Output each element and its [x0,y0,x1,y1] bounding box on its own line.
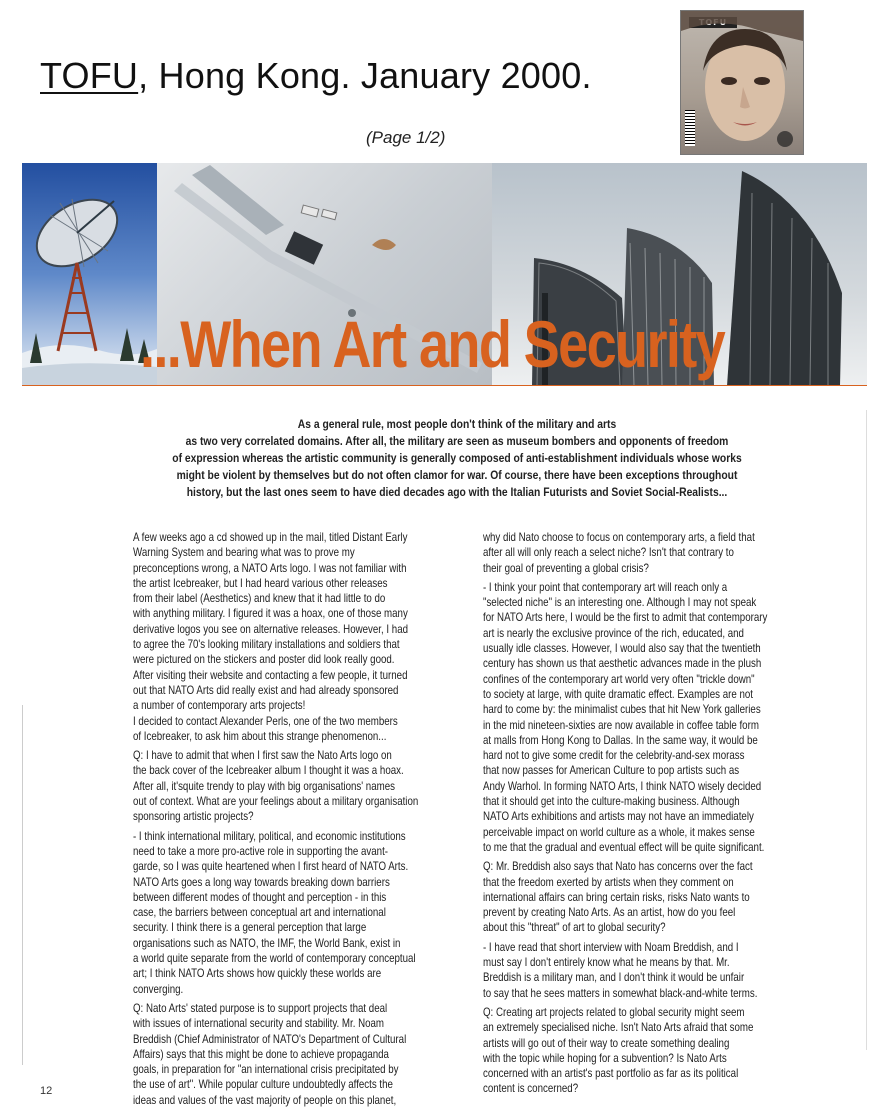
article-text-line: artists will go out of their way to create something dealing [483,1035,730,1050]
article-text-line: at malls from Hong Kong to Dallas. In the same way, it would be [483,732,758,747]
article-text-line: usually idle classes. However, I would also say that the twentieth [483,641,761,656]
article-text-line: after all will only reach a select niche? Isn't that contrary to [483,545,734,560]
article-text-line: the use of art". While popular culture undoubtedly affects the [133,1077,393,1092]
article-text-line: converging. [133,981,184,996]
article-text-line: to me that the gradual and eventual effect will be quite significant. [483,839,765,854]
article-text-line: for NATO Arts here, I would be the first to admit that contemporary [483,610,768,625]
article-text-line: concerned with an artist's past portfolio as far as its political [483,1066,739,1081]
article-text-line: Q: I have to admit that when I first saw the Nato Arts logo on [133,748,392,763]
article-text-line: organisations such as NATO, the IMF, the World Bank, exist in [133,935,401,950]
article-text-line: security. I think there is a general perception that large [133,920,367,935]
tofu-link[interactable]: TOFU [40,55,139,96]
article-text-line: sponsoring artistic projects? [133,809,254,824]
article-text-line: the back cover of the Icebreaker album I thought it was a hoax. [133,763,404,778]
article-text-line: derivative logos you see on alternative releases. However, I had [133,621,409,636]
article-text-line: art is nearly the exclusive province of the rich, educated, and [483,625,744,640]
article-text-line: NATO Arts goes a long way towards breaking down barriers [133,874,390,889]
article-text-line: why did Nato choose to focus on contemporary arts, a field that [483,530,755,544]
article-text-line: Q: Creating art projects related to global security might seem [483,1004,745,1019]
article-text-line: of Icebreaker, to ask him about this strange phenomenon... [133,728,387,743]
article-text-line: - I think international military, political, and economic institutions [133,828,406,843]
article-text-line: were pictured on the stickers and poster did look really good. [133,652,395,667]
article-text-line: I decided to contact Alexander Perls, one of the two members [133,713,398,728]
article-text-line: with the topic while hoping for a subvention? Is Nato Arts [483,1050,727,1065]
article-text-line: to agree the 70's looking military installations and soldiers that [133,637,400,652]
satellite-dish-icon [25,186,129,351]
article-text-line: content is concerned? [483,1081,579,1096]
title-rest: , Hong Kong. January 2000. [138,55,592,96]
article-text-line: between different modes of thought and perception - in this [133,889,387,904]
article-text-line: about this "threat" of art to global security? [483,920,666,935]
article-text-line: prevent by creating Nato Arts. As an artist, how do you feel [483,905,736,920]
article-text-line: Affairs) says that this might be done to achieve propaganda [133,1046,389,1061]
article-text-line: a number of contemporary arts projects! [133,698,306,713]
article-text-line: A few weeks ago a cd showed up in the mail, titled Distant Early [133,530,408,544]
intro-line: As a general rule, most people don't think of the military and arts [297,417,617,431]
page-number: 12 [40,1085,53,1097]
article-text-line: Andy Warhol. In forming NATO Arts, I think NATO wisely decided [483,778,762,793]
page-title [40,55,592,97]
article-text-line: international affairs can bring certain risks, risks Nato wants to [483,889,750,904]
article-text-line: After all, it'squite trendy to play with big organisations' names [133,778,395,793]
intro-line: of expression whereas the artistic community is generally composed of anti-establishment individuals whose works [172,451,742,465]
article-text-line: from their label (Aesthetics) and knew that it had little to do [133,591,386,606]
article-text-line: "selected niche" is an interesting one. Although I may not speak [483,595,757,610]
article-text-line: hard to come by: the minimalist cubes that hit New York galleries [483,702,761,717]
article-text-line: that it should get into the culture-making business. Although [483,794,740,809]
intro-line: history, but the last ones seem to have died decades ago with the Italian Futurists and Soviet Social-Realists... [186,485,728,499]
article-intro [117,416,797,501]
article-text-line: confines of the contemporary art world very often "trickle down" [483,671,755,686]
article-headline: ...When Art and Security [140,307,725,381]
article-text-line: - I have read that short interview with Noam Breddish, and I [483,939,739,954]
article-text-line: out of context. What are your feelings about a military organisation [133,794,419,809]
article-text-line: that the freedom exerted by artists when they comment on [483,874,734,889]
article-text-line: ideas and values of the vast majority of people on this planet, [133,1092,397,1107]
article-text-line: an extremely specialised niche. Isn't Nato Arts afraid that some [483,1020,754,1035]
article-column-right [483,530,815,1097]
article-text-line: Warning System and bearing what was to prove my [133,545,355,560]
column-rule-left [22,705,23,1065]
article-text-line: NATO Arts exhibitions and artists may not have an immediately [483,809,754,824]
article-text-line: - I think your point that contemporary art will reach only a [483,579,728,594]
article-text-line: century has shown us that aesthetic advances made in the plush [483,656,762,671]
article-text-line: out that NATO Arts did really exist and had already sponsored [133,682,399,697]
article-text-line: Breddish (Chief Administrator of NATO's Department of Cultural [133,1031,407,1046]
article-text-line: must say I don't entirely know what he means by that. Mr. [483,955,730,970]
article-text-line: their goal of preventing a global crisis? [483,560,649,575]
magazine-cover-thumbnail [680,10,804,155]
article-text-line: Breddish is a military man, and I don't think it would be unfair [483,970,745,985]
banner-photo-collage [22,163,867,386]
article-text-line: case, the barriers between conceptual art and international [133,905,386,920]
article-text-line: that now passes for American Culture to pop artists such as [483,763,740,778]
intro-line: as two very correlated domains. After all, the military are seen as museum bombers and opponents of freedom [185,434,729,448]
article-text-line: in the mid nineteen-sixties are now available in coffee table form [483,717,759,732]
column-rule-right [866,410,867,1050]
article-text-line: to say that he sees matters in somewhat black-and-white terms. [483,985,758,1000]
article-text-line: Q: Mr. Breddish also says that Nato has concerns over the fact [483,859,753,874]
article-text-line: goals, in preparation for "an international crisis precipitated by [133,1062,399,1077]
intro-line: might be violent by themselves but do not often clamor for war. Of course, there have been exceptions throughout [176,468,738,482]
article-text-line: preconceptions wrong, a NATO Arts logo. I was not familiar with [133,560,407,575]
article-column-left [133,530,465,1108]
article-text-line: art; I think NATO Arts shows how quickly these worlds are [133,966,382,981]
article-text-line: hard not to give some credit for the celebrity-and-sex morass [483,748,745,763]
cover-barcode [685,110,695,146]
article-text-line: to society at large, with quite dramatic effect. Examples are not [483,686,753,701]
article-text-line: After visiting their website and contacting a few people, it turned [133,667,408,682]
article-text-line: need to take a more pro-active role in supporting the avant- [133,843,389,858]
article-text-line: with anything military. I figured it was a hoax, one of those many [133,606,408,621]
article-text-line: perceivable impact on world culture as a whole, it makes sense [483,824,755,839]
page-marker: (Page 1/2) [366,128,446,147]
cover-face-image [681,11,803,154]
article-text-line: with issues of international security and stability. Mr. Noam [133,1016,385,1031]
article-text-line: the artist Icebreaker, but I had heard various other releases [133,575,388,590]
article-text-line: a world quite separate from the world of contemporary conceptual [133,951,416,966]
article-text-line: Q: Nato Arts' stated purpose is to support projects that deal [133,1000,388,1015]
magazine-page-scan [22,160,867,1107]
article-text-line: garde, so I was quite heartened when I first heard of NATO Arts. [133,859,409,874]
